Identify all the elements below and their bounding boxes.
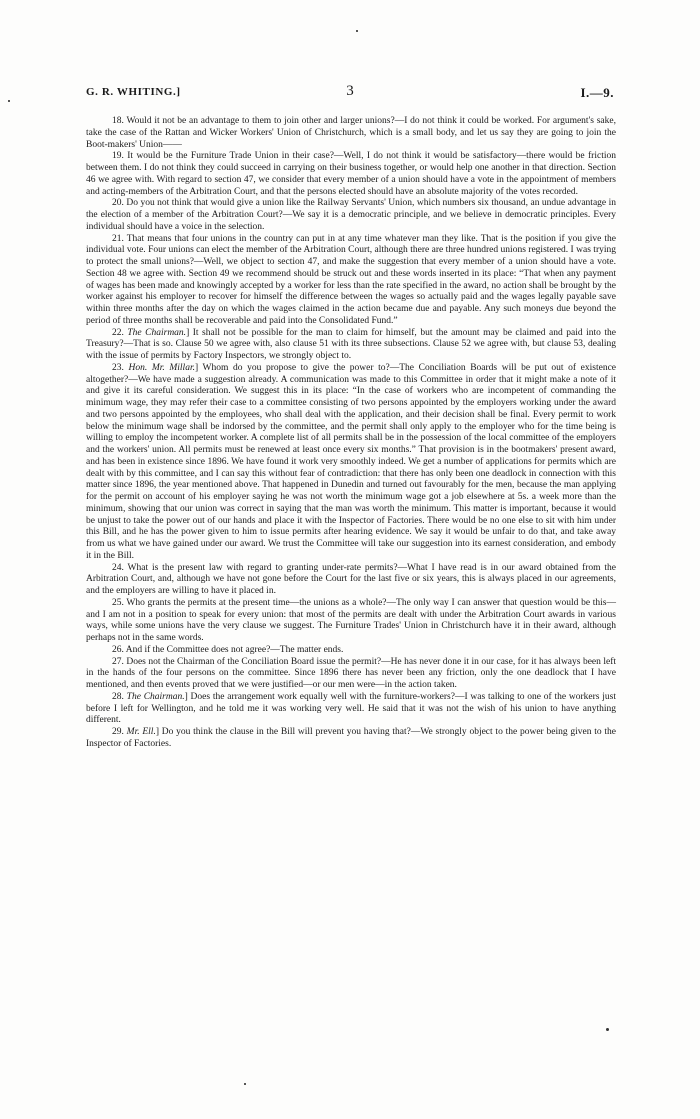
speaker-name: The Chairman. xyxy=(126,691,185,702)
page-header xyxy=(86,83,614,106)
paragraph-26: 26. And if the Committee does not agree?—The matter ends. xyxy=(112,644,344,655)
scan-speck xyxy=(356,30,358,32)
paragraph-24: 24. What is the present law with regard to granting under-rate permits?—What I have read is in our award obtained from the Arbitration Court, and, although we have not gone before the Court for the last five or six years, this is always placed in our agreements, and the employers are willing to have it placed in. xyxy=(86,562,616,596)
speaker-name: The Chairman. xyxy=(127,327,187,338)
paragraph-23: 23. Hon. Mr. Millar.] Whom do you propose to give the power to?—The Conciliation Boards will be put out of existence altogether?—We have made a suggestion already. A communication was made to this Committee in order that it might make a note of it and give it its careful consideration. We suggest this in its place: “In the case of workers who are incompetent of commanding the minimum wage, they may refer their case to a committee consisting of two persons appointed by the employers working under the award and two persons appointed by the employees, who shall deal with the application, and their decision shall be final. Every permit to work below the minimum wage shall be indorsed by the committee, and the permit shall only apply to the employer who for the time being is willing to employ the incompetent worker. A complete list of all permits shall be in the possession of the local committee of the employers and the workers' union. All permits must be renewed at least once every six months.” That provision is in the bootmakers' present award, and has been in existence since 1896. We have found it work very smoothly indeed. We get a number of applications for permits which are dealt with by this committee, and I can say this without fear of contradiction: that there has only been one deadlock in connection with this matter since 1896, the year mentioned above. That happened in Dunedin and turned out favourably for the men, because the man applying for the permit on account of his employer saying he was not worth the minimum wage got a job elsewhere at 5s. a week more than the minimum, showing that our union was correct in saying that the man was worth the minimum. This matter is important, because it would be unjust to take the power out of our hands and place it with the Inspector of Factories. There would be no one else to sit with him under this Bill, and he has the power given to him to issue permits after hearing evidence. We say it would be unfair to do that, and take away from us what we have gained under our award. We trust the Committee will take our suggestion into its earnest consideration, and embody it in the Bill. xyxy=(86,362,616,561)
paragraph-21: 21. That means that four unions in the country can put in at any time whatever man they like. That is the position if you give the individual vote. Four unions can elect the member of the Arbitration Court, although there are three hundred unions registered. I was trying to protect the small unions?—Well, we object to section 47, and make the suggestion that every member of a union should have a vote. Section 48 we agree with. Section 49 we recommend should be struck out and these words inserted in its place: “That when any payment of wages has been made and knowingly accepted by a worker for less than the rate specified in the award, no action shall be brought by the worker against his employer to recover for himself the difference between the wages so actually paid and the wages legally payable save within three months after the day on which the wages claimed in the action became due and payable. Any such moneys due beyond the period of three months shall be recoverable and paid into the Consolidated Fund.” xyxy=(86,233,616,326)
speaker-name: Hon. Mr. Millar. xyxy=(128,362,195,373)
header-paper-reference: I.—9. xyxy=(580,85,614,100)
scan-speck xyxy=(244,1083,246,1085)
paragraph-19: 19. It would be the Furniture Trade Union in their case?—Well, I do not think it would be satisfactory—there would be friction between them. I do not think they could succeed in carrying on their business together, or would help one another in that direction. Section 46 we agree with. With regard to section 47, we consider that every member of a union should have a vote in the appointment of members and acting-members of the Arbitration Court, and that the persons elected should have an absolute majority of the votes recorded. xyxy=(86,151,616,197)
paragraph-29: 29. Mr. Ell.] Do you think the clause in the Bill will prevent you having that?—We strongly object to the power being given to the Inspector of Factories. xyxy=(86,727,617,749)
speaker-name: Mr. Ell. xyxy=(126,727,156,737)
paragraph-28: 28. The Chairman.] Does the arrangement work equally well with the furniture-workers?—I was talking to one of the workers just before I left for Wellington, and he told me it was working very well. He said that it was not the wish of his union to have anything different. xyxy=(86,691,616,726)
paragraph-18: 18. Would it not be an advantage to them to join other and larger unions?—I do not think it could be worked. For argument's sake, take the case of the Rattan and Wicker Workers' Union of Christchurch, which is a small body, and let us say they are going to join the Boot-makers' Union—— xyxy=(86,116,616,150)
paragraph-20: 20. Do you not think that would give a union like the Railway Servants' Union, which numbers six thousand, an undue advantage in the election of a member of the Arbitration Court?—We say it is a democratic principle, and we believe in democratic principles. Every individual should have a voice in the selection. xyxy=(86,198,616,232)
page-body xyxy=(86,116,616,751)
header-witness-name: G. R. WHITING.] xyxy=(86,86,181,98)
continuation-mark xyxy=(606,1028,609,1031)
paragraph-25: 25. Who grants the permits at the present time—the unions as a whole?—The only way I can answer that question would be this—and I am not in a position to speak for every union: that most of the permits are dealt with under the Arbitration Court awards in various ways, while some unions have the very clause we suggest. The Furniture Trades' Union in Christchurch have it in their award, although perhaps not in the same words. xyxy=(86,597,616,643)
paragraph-27: 27. Does not the Chairman of the Conciliation Board issue the permit?—He has never done it in our case, for it has always been left in the hands of the four persons on the committee. Since 1896 there has never been any friction, only the one deadlock that I have mentioned, and then events proved that we were justified—or our men were—in the action taken. xyxy=(86,656,616,690)
page-number: 3 xyxy=(346,83,354,99)
paragraph-22: 22. The Chairman.] It shall not be possible for the man to claim for himself, but the amount may be claimed and paid into the Treasury?—That is so. Clause 50 we agree with, also clause 51 with its three subsections. Clause 52 we agree with, but clause 53, dealing with the issue of permits by Factory Inspectors, we strongly object to. xyxy=(86,327,616,361)
scan-speck xyxy=(8,100,10,102)
